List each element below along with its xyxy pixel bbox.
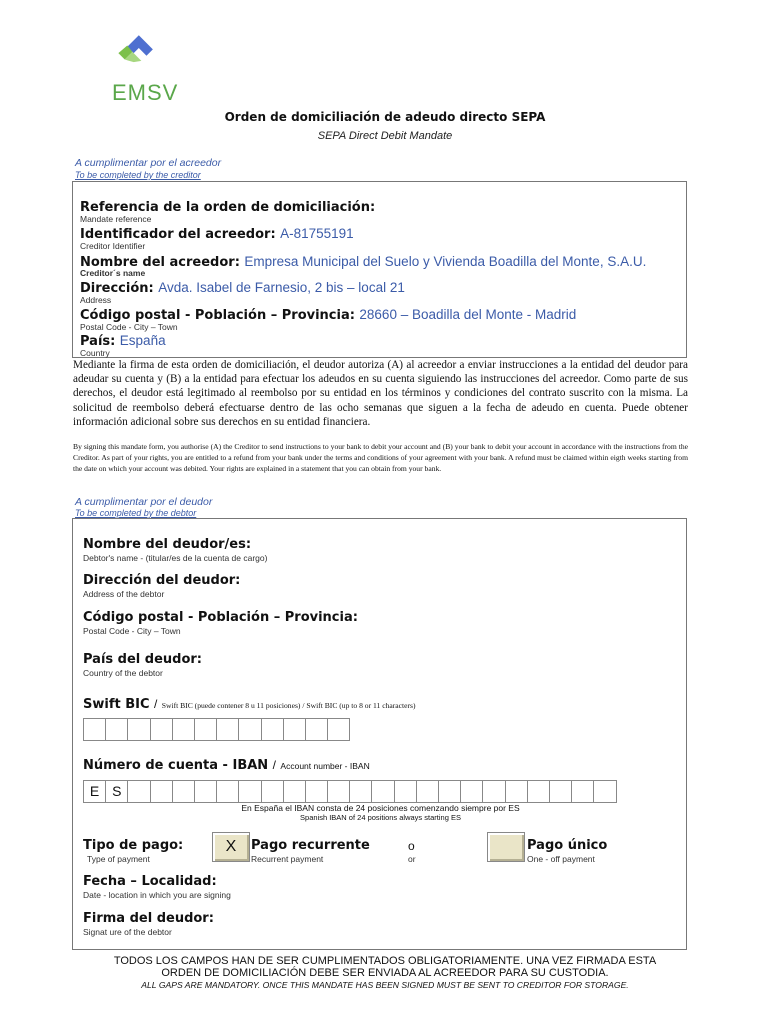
single-payment-checkbox[interactable] [487, 832, 525, 862]
iban-cell[interactable] [527, 780, 550, 803]
creditor-name-row [80, 253, 646, 271]
swift-cell[interactable] [83, 718, 106, 741]
creditor-postal-value: 28660 – Boadilla del Monte - Madrid [359, 307, 577, 322]
single-payment-sub: One - off payment [527, 854, 595, 864]
iban-cell[interactable] [394, 780, 417, 803]
signature-sub: Signat ure of the debtor [83, 927, 172, 937]
swift-cell[interactable] [150, 718, 173, 741]
iban-grid [83, 780, 616, 803]
emsv-logo-icon [110, 34, 174, 80]
swift-grid [83, 718, 349, 741]
creditor-id-label: Identificador del acreedor: [80, 227, 276, 242]
debtor-name-label: Nombre del deudor/es: [83, 537, 252, 552]
creditor-postal-sub: Postal Code - City – Town [80, 322, 178, 332]
debtor-country-sub: Country of the debtor [83, 668, 163, 678]
creditor-country-value: España [119, 333, 166, 348]
iban-cell[interactable] [460, 780, 483, 803]
iban-cell[interactable] [327, 780, 350, 803]
swift-cell[interactable] [172, 718, 195, 741]
iban-note-en: Spanish IBAN of 24 positions always starting ES [300, 813, 461, 822]
or-es: o [408, 839, 415, 853]
iban-cell[interactable] [127, 780, 150, 803]
iban-note-es: En España el IBAN consta de 24 posiciones comenzando siempre por ES [241, 803, 520, 813]
iban-cell[interactable] [593, 780, 616, 803]
page-title: Orden de domiciliación de adeudo directo SEPA [224, 110, 546, 124]
payment-type-sub: Type of payment [87, 854, 150, 864]
swift-cell[interactable] [261, 718, 284, 741]
iban-label: Número de cuenta - IBAN [83, 758, 269, 773]
iban-cell[interactable] [216, 780, 239, 803]
debtor-box [72, 518, 687, 950]
creditor-country-sub: Country [80, 348, 110, 358]
footer-line-2: ORDEN DE DOMICILIACIÓN DEBE SER ENVIADA AL ACREEDOR PARA SU CUSTODIA. [161, 967, 609, 979]
creditor-id-sub: Creditor Identifier [80, 241, 146, 251]
iban-cell[interactable] [172, 780, 195, 803]
iban-separator: / [272, 758, 276, 772]
debtor-section-label-en: To be completed by the debtor [75, 508, 197, 518]
iban-cell[interactable]: S [105, 780, 128, 803]
recurrent-payment-sub: Recurrent payment [251, 854, 324, 864]
creditor-box [72, 181, 687, 358]
date-location-sub: Date - location in which you are signing [83, 890, 231, 900]
swift-sub: Swift BIC (puede contener 8 u 11 posiciones) / Swift BIC (up to 8 or 11 characters) [161, 701, 416, 710]
signature-label: Firma del deudor: [83, 911, 214, 926]
iban-cell[interactable] [238, 780, 261, 803]
creditor-country-label: País: [80, 334, 116, 349]
swift-label: Swift BIC [83, 697, 150, 712]
iban-row [83, 756, 370, 774]
iban-cell[interactable] [549, 780, 572, 803]
creditor-address-row [80, 279, 405, 297]
payment-type-label: Tipo de pago: [83, 838, 184, 853]
recurrent-payment-label: Pago recurrente [251, 838, 370, 853]
iban-cell[interactable]: E [83, 780, 106, 803]
swift-cell[interactable] [105, 718, 128, 741]
iban-cell[interactable] [261, 780, 284, 803]
legal-text-es: Mediante la firma de esta orden de domiciliación, el deudor autoriza (A) al acreedor a enviar instrucciones a la entidad del deudor para adeudar su cuenta y (B) a la entidad para efectuar los adeudos en su cuenta siguiendo las instrucciones del acreedor. Como parte de sus derechos, el deudor está legitimado al reembolso por su entidad en los términos y condiciones del contrato suscrito con la misma. La solicitud de reembolso deberá efectuarse dentro de las ocho semanas que siguen a la fecha de adeudo en cuenta. Puede obtener información adicional sobre sus derechos en su entidad financiera. [73, 359, 688, 428]
creditor-section-label: A cumplimentar por el acreedor [75, 157, 222, 169]
creditor-address-sub: Address [80, 295, 112, 305]
swift-cell[interactable] [127, 718, 150, 741]
iban-cell[interactable] [194, 780, 217, 803]
swift-cell[interactable] [216, 718, 239, 741]
or-en: or [408, 854, 416, 864]
single-payment-label: Pago único [527, 838, 608, 853]
iban-cell[interactable] [371, 780, 394, 803]
creditor-name-sub: Creditor´s name [80, 268, 146, 278]
creditor-name-value: Empresa Municipal del Suelo y Vivienda Boadilla del Monte, S.A.U. [244, 254, 647, 269]
creditor-id-value: A-81755191 [280, 226, 354, 241]
swift-cell[interactable] [327, 718, 350, 741]
swift-cell[interactable] [238, 718, 261, 741]
swift-row [83, 695, 416, 713]
creditor-name-label: Nombre del acreedor: [80, 255, 240, 270]
debtor-postal-sub: Postal Code - City – Town [83, 626, 181, 636]
iban-cell[interactable] [305, 780, 328, 803]
swift-cell[interactable] [194, 718, 217, 741]
iban-cell[interactable] [438, 780, 461, 803]
recurrent-payment-checkbox[interactable]: X [212, 832, 250, 862]
mandate-ref-sub: Mandate reference [80, 214, 152, 224]
footer-line-1: TODOS LOS CAMPOS HAN DE SER CUMPLIMENTADOS OBLIGATORIAMENTE. UNA VEZ FIRMADA ESTA [113, 955, 657, 967]
creditor-postal-label: Código postal - Población – Provincia: [80, 308, 355, 323]
debtor-name-sub: Debtor's name - (titular/es de la cuenta de cargo) [83, 553, 268, 563]
iban-cell[interactable] [416, 780, 439, 803]
swift-cell[interactable] [283, 718, 306, 741]
debtor-country-label: País del deudor: [83, 652, 202, 667]
iban-sub: Account number - IBAN [280, 761, 370, 771]
debtor-postal-label: Código postal - Población – Provincia: [83, 610, 358, 625]
mandate-ref-label: Referencia de la orden de domiciliación: [80, 200, 376, 215]
creditor-address-label: Dirección: [80, 281, 154, 296]
iban-cell[interactable] [349, 780, 372, 803]
iban-cell[interactable] [505, 780, 528, 803]
iban-cell[interactable] [571, 780, 594, 803]
legal-text-en: By signing this mandate form, you authorise (A) the Creditor to send instructions to your bank to debit your account and (B) your bank to debit your account in accordance with the instructions from the Creditor. As part of your rights, you are entitled to a refund from your bank under the terms and conditions of your agreement with your bank. A refund must be claimed within eigth weeks starting from the date on which your account was debited. Your rights are explained in a statement that you can obtain from your bank. [73, 442, 688, 473]
debtor-section-label: A cumplimentar por el deudor [75, 496, 213, 508]
creditor-address-value: Avda. Isabel de Farnesio, 2 bis – local 21 [158, 280, 405, 295]
swift-separator: / [153, 697, 158, 711]
swift-cell[interactable] [305, 718, 328, 741]
debtor-address-sub: Address of the debtor [83, 589, 165, 599]
page-subtitle: SEPA Direct Debit Mandate [317, 130, 453, 142]
iban-cell[interactable] [283, 780, 306, 803]
debtor-address-label: Dirección del deudor: [83, 573, 241, 588]
creditor-section-label-en: To be completed by the creditor [75, 170, 201, 180]
iban-cell[interactable] [150, 780, 173, 803]
date-location-label: Fecha – Localidad: [83, 874, 217, 889]
logo-text: EMSV [112, 80, 179, 105]
footer-line-3: ALL GAPS ARE MANDATORY. ONCE THIS MANDATE HAS BEEN SIGNED MUST BE SENT TO CREDITOR FOR STORAGE. [141, 980, 629, 990]
iban-cell[interactable] [482, 780, 505, 803]
